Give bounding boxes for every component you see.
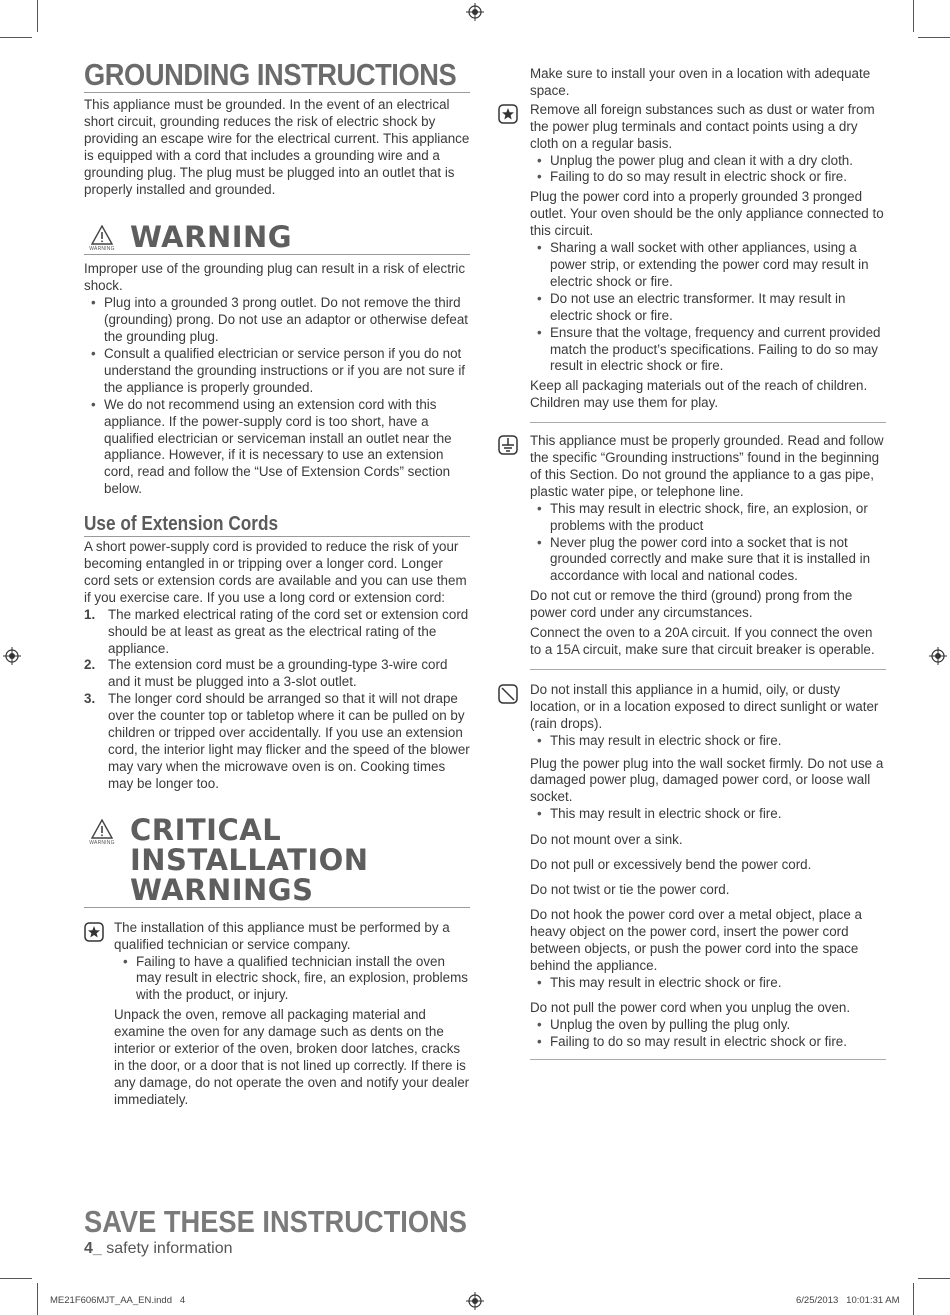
- hook-list: [530, 975, 886, 992]
- unplug-list: [530, 1017, 886, 1051]
- list-text: The extension cord must be a grounding-type 3-wire cord and it must be plugged into a 3-slot outlet.: [108, 657, 448, 690]
- list-item: [84, 657, 470, 691]
- list-item: • Failing to do so may result in electric shock or fire.: [530, 169, 886, 186]
- crop-mark: [918, 1278, 950, 1279]
- list-item: • Plug into a grounded 3 prong outlet. Do not remove the third (grounding) prong. Do not use an adaptor or otherwise defeat the grounding plug.: [84, 295, 470, 346]
- list-item: [84, 691, 470, 792]
- file-slug: ME21F606MJT_AA_EN.indd 4: [50, 1295, 186, 1306]
- warning-icon-block: [84, 225, 120, 252]
- space-text: Make sure to install your oven in a location with adequate space.: [530, 66, 871, 98]
- extension-section: [84, 512, 470, 537]
- list-item: • Sharing a wall socket with other appliances, using a power strip, or extending the power cord may result in electric shock or fire.: [530, 240, 886, 291]
- grounding-section: [84, 58, 470, 93]
- registration-mark-icon: [466, 3, 484, 21]
- right-column: [530, 66, 886, 1060]
- list-item: [84, 607, 470, 658]
- crop-mark: [0, 1278, 32, 1279]
- list-item: • This may result in electric shock or fire.: [530, 975, 886, 992]
- prohibited-box-icon: [498, 684, 518, 704]
- list-item: • This may result in electric shock or fire.: [530, 733, 886, 750]
- bend-text: Do not pull or excessively bend the power cord.: [530, 857, 812, 873]
- save-instructions-title: SAVE THESE INSTRUCTIONS: [84, 1204, 467, 1239]
- star-box-icon: [84, 922, 104, 942]
- date-slug: 6/25/2013 10:01:31 AM: [796, 1295, 900, 1306]
- unplug-block: [530, 1000, 886, 1060]
- clean-text: Remove all foreign substances such as dust or water from the power plug terminals and contact points using a dry cloth on a regular basis.: [530, 101, 875, 151]
- plug-text: Plug the power cord into a properly grounded 3 pronged outlet. Your oven should be the only appliance connected to this circuit.: [530, 189, 884, 239]
- critical-list: [116, 954, 470, 1005]
- unplug-text: Do not pull the power cord when you unplug the oven.: [530, 1000, 851, 1016]
- critical-p2: Unpack the oven, remove all packaging material and examine the oven for any damage such as dents on the interior or exterior of the oven, broken door latches, cracks in the door, or a door that is not lined up correctly. If there is any damage, do not operate the oven and notify your dealer immediately.: [114, 1007, 470, 1107]
- warning-triangle-icon: [91, 819, 113, 839]
- grounding-title: GROUNDING INSTRUCTIONS: [84, 57, 457, 92]
- list-number: 2.: [84, 657, 96, 673]
- ground-block: [530, 433, 886, 501]
- clean-list: [530, 153, 886, 187]
- section-name: safety information: [101, 1240, 233, 1257]
- humid-list: [530, 733, 886, 750]
- list-item: • Never plug the power cord into a socket that is not grounded correctly and make sure that it is installed in accordance with local and national codes.: [530, 535, 886, 586]
- twist-text: Do not twist or tie the power cord.: [530, 881, 730, 897]
- registration-mark-icon: [929, 647, 947, 665]
- humid-block: [530, 682, 886, 733]
- ground-list: [530, 501, 886, 586]
- clean-block: [530, 102, 886, 153]
- list-item: • Unplug the oven by pulling the plug only.: [530, 1017, 886, 1034]
- warning-header: [84, 222, 470, 255]
- list-item: • This may result in electric shock or fire.: [530, 806, 886, 823]
- registration-mark-icon: [3, 647, 21, 665]
- star-box-icon: [498, 104, 518, 124]
- registration-mark-icon: [466, 1292, 484, 1310]
- list-item: • Do not use an electric transformer. It may result in electric shock or fire.: [530, 291, 886, 325]
- critical-block: [84, 920, 470, 1109]
- list-item: • Ensure that the voltage, frequency and current provided match the product’s specifications. Failing to do so may result in electric shock or fire.: [530, 325, 886, 376]
- grounding-body: This appliance must be grounded. In the event of an electrical short circuit, grounding reduces the risk of electric shock by providing an escape wire for the electrical current. This appliance is equipped with a cord that includes a grounding wire and a grounding plug. The plug must be plugged into an outlet that is properly installed and grounded.: [84, 97, 470, 197]
- ground-text: This appliance must be properly grounded. Read and follow the specific “Grounding instructions” found in the beginning of this Section. Do not ground the appliance to a gas pipe, plastic water pipe, or telephone line.: [530, 433, 884, 499]
- page-footer: [84, 1240, 233, 1258]
- extension-title: Use of Extension Cords: [84, 513, 279, 536]
- warning-title: WARNING: [130, 220, 293, 255]
- crop-mark: [918, 37, 950, 38]
- warning-intro: Improper use of the grounding plug can result in a risk of electric shock.: [84, 261, 466, 294]
- left-column: [84, 58, 470, 1109]
- critical-header: [84, 812, 470, 908]
- list-item: • Failing to do so may result in electric shock or fire.: [530, 1034, 886, 1051]
- crop-mark: [37, 1283, 38, 1315]
- crop-mark: [913, 1283, 914, 1315]
- ground-box-icon: [498, 435, 518, 455]
- critical-icon-block: [84, 819, 120, 846]
- crop-mark: [913, 0, 914, 32]
- circuit-block: [530, 625, 886, 670]
- list-item: • Unplug the power plug and clean it with a dry cloth.: [530, 153, 886, 170]
- humid-text: Do not install this appliance in a humid, oily, or dusty location, or in a location exposed to direct sunlight or water (rain drops).: [530, 681, 879, 731]
- extension-body: A short power-supply cord is provided to reduce the risk of your becoming entangled in or tripping over a longer cord. Longer cord sets or extension cords are available and you can use them if you exercise care. If you use a long cord or extension cord:: [84, 539, 467, 605]
- firm-text: Plug the power plug into the wall socket firmly. Do not use a damaged power plug, damaged power cord, or loose wall socket.: [530, 755, 884, 805]
- crop-mark: [0, 37, 32, 38]
- critical-p1: The installation of this appliance must be performed by a qualified technician or service company.: [114, 919, 450, 952]
- warning-list: [84, 295, 470, 498]
- extension-list: [84, 607, 470, 793]
- list-text: The marked electrical rating of the cord set or extension cord should be at least as great as the electrical rating of the appliance.: [108, 606, 469, 656]
- firm-list: [530, 806, 886, 823]
- sink-text: Do not mount over a sink.: [530, 832, 683, 848]
- list-item: • Failing to have a qualified technician install the oven may result in electric shock, fire, an explosion, problems with the product, or injury.: [116, 954, 470, 1005]
- packaging-text: Keep all packaging materials out of the reach of children. Children may use them for play.: [530, 378, 868, 411]
- list-text: The longer cord should be arranged so that it will not drape over the counter top or tabletop where it can be pulled on by children or tripped over accidentally. If you use an extension cord, the interior light may flicker and the speed of the blower may vary when the microwave oven is on. Cooking times may be longer too.: [108, 691, 470, 791]
- plug-list: [530, 240, 886, 375]
- list-item: • Consult a qualified electrician or service person if you do not understand the grounding instructions or if you are not sure if the appliance is properly grounded.: [84, 346, 470, 397]
- critical-title: [130, 812, 369, 907]
- critical-title-line: INSTALLATION: [130, 842, 369, 877]
- crop-mark: [37, 0, 38, 32]
- critical-icon-label: WARNING: [89, 839, 115, 846]
- critical-title-line: WARNINGS: [130, 872, 314, 907]
- warning-triangle-icon: [91, 225, 113, 245]
- page-number: 4_: [84, 1240, 102, 1257]
- list-item: • This may result in electric shock, fire, an explosion, or problems with the product: [530, 501, 886, 535]
- list-number: 3.: [84, 691, 96, 707]
- critical-title-line: CRITICAL: [130, 812, 282, 847]
- hook-text: Do not hook the power cord over a metal object, place a heavy object on the power cord, insert the power cord between objects, or push the power cord into the space behind the appliance.: [530, 906, 862, 973]
- list-number: 1.: [84, 606, 96, 622]
- circuit-text: Connect the oven to a 20A circuit. If you connect the oven to a 15A circuit, make sure that circuit breaker is operable.: [530, 625, 875, 657]
- list-item: • We do not recommend using an extension cord with this appliance. If the power-supply cord is too short, have a qualified electrician or serviceman install an outlet near the appliance. However, if it is necessary to use an extension cord, read and follow the “Use of Extension Cords” section below.: [84, 397, 470, 498]
- prong-text: Do not cut or remove the third (ground) prong from the power cord under any circumstances.: [530, 588, 853, 621]
- packaging-block: [530, 378, 886, 423]
- warning-icon-label: WARNING: [89, 246, 115, 253]
